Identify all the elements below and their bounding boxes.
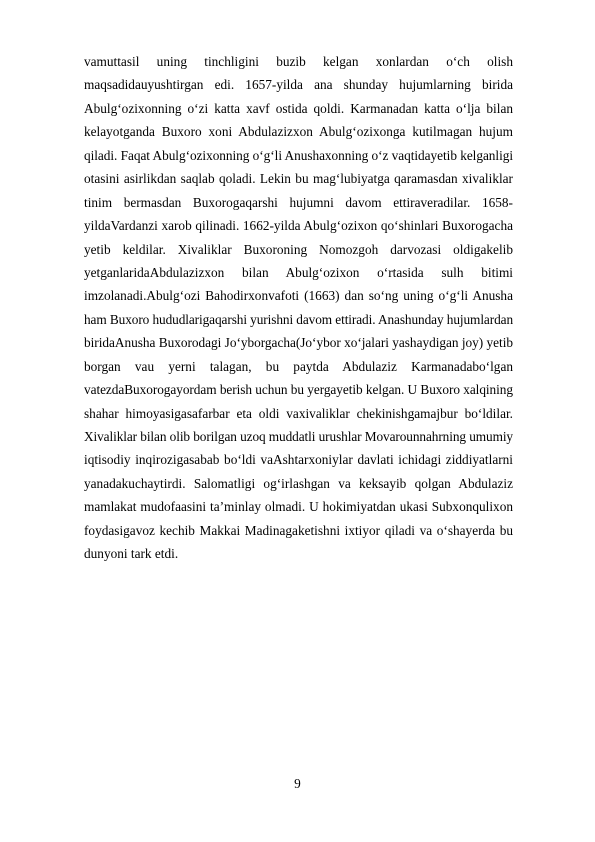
- text-line: biridaAnusha Buxorodagi Jo‘yborgacha(Jo‘ybor xo‘jalari yashaydigan joy) yetib: [84, 335, 514, 351]
- text-line: maqsadidauyushtirgan edi. 1657-yilda ana shunday hujumlarning birida: [84, 77, 513, 93]
- text-line: shahar himoyasigasafarbar eta oldi vaxivaliklar chekinishgamajbur bo‘ldilar.: [84, 405, 513, 421]
- text-line: dunyoni tark etdi.: [84, 546, 179, 562]
- text-line: borgan vau yerni talagan, bu paytda Abdulaziz Karmanadabo‘lgan: [84, 358, 513, 374]
- text-line: qiladi. Faqat Abulg‘ozixonning o‘g‘li Anushaxonning o‘z vaqtidayetib kelganligi: [84, 147, 513, 163]
- text-line: yildaVardanzi xarob qilinadi. 1662-yilda Abulg‘ozixon qo‘shinlari Buxorogacha: [84, 218, 513, 234]
- text-line: mamlakat mudofaasini ta’minlay olmadi. U hokimiyatdan ukasi Subxonqulixon: [84, 499, 513, 515]
- text-line: otasini asirlikdan saqlab qoladi. Lekin bu mag‘lubiyatga qaramasdan xivaliklar: [84, 171, 513, 187]
- text-line: Abulg‘ozixonning o‘zi katta xavf ostida qoldi. Karmanadan katta o‘lja bilan: [84, 100, 513, 116]
- text-line: vatezdaBuxorogayordam berish uchun bu yergayetib kelgan. U Buxoro xalqining: [84, 382, 513, 398]
- text-line: vamuttasil uning tinchligini buzib kelgan xonlardan o‘ch olish: [84, 54, 513, 69]
- text-line: tinim bermasdan Buxorogaqarshi hujumni davom ettiraveradilar. 1658-: [84, 194, 513, 210]
- text-line: yetib keldilar. Xivaliklar Buxoroning Nomozgoh darvozasi oldigakelib: [84, 241, 513, 257]
- body-paragraph: [84, 50, 513, 566]
- text-line: kelayotganda Buxoro xoni Abdulazizxon Abulg‘ozixonga kutilmagan hujum: [84, 124, 513, 140]
- text-line: foydasigavoz kechib Makkai Madinagaketishni ixtiyor qiladi va o‘shayerda bu: [84, 522, 513, 538]
- text-line: iqtisodiy inqirozigasabab bo‘ldi vaAshtarxoniylar davlati ichidagi ziddiyatlarni: [84, 452, 513, 468]
- text-line: yetganlaridaAbdulazizxon bilan Abulg‘ozixon o‘rtasida sulh bitimi: [84, 264, 513, 280]
- text-line: Xivaliklar bilan olib borilgan uzoq muddatli urushlar Movarounnahrning umumiy: [84, 429, 513, 444]
- text-line: imzolanadi.Abulg‘ozi Bahodirxonvafoti (1663) dan so‘ng uning o‘g‘li Anusha: [84, 288, 513, 304]
- page-number: 9: [294, 776, 301, 791]
- text-line: yanadakuchaytirdi. Salomatligi og‘irlashgan va keksayib qolgan Abdulaziz: [84, 475, 513, 491]
- text-line: ham Buxoro hududlarigaqarshi yurishni davom ettiradi. Anashunday hujumlardan: [84, 311, 513, 327]
